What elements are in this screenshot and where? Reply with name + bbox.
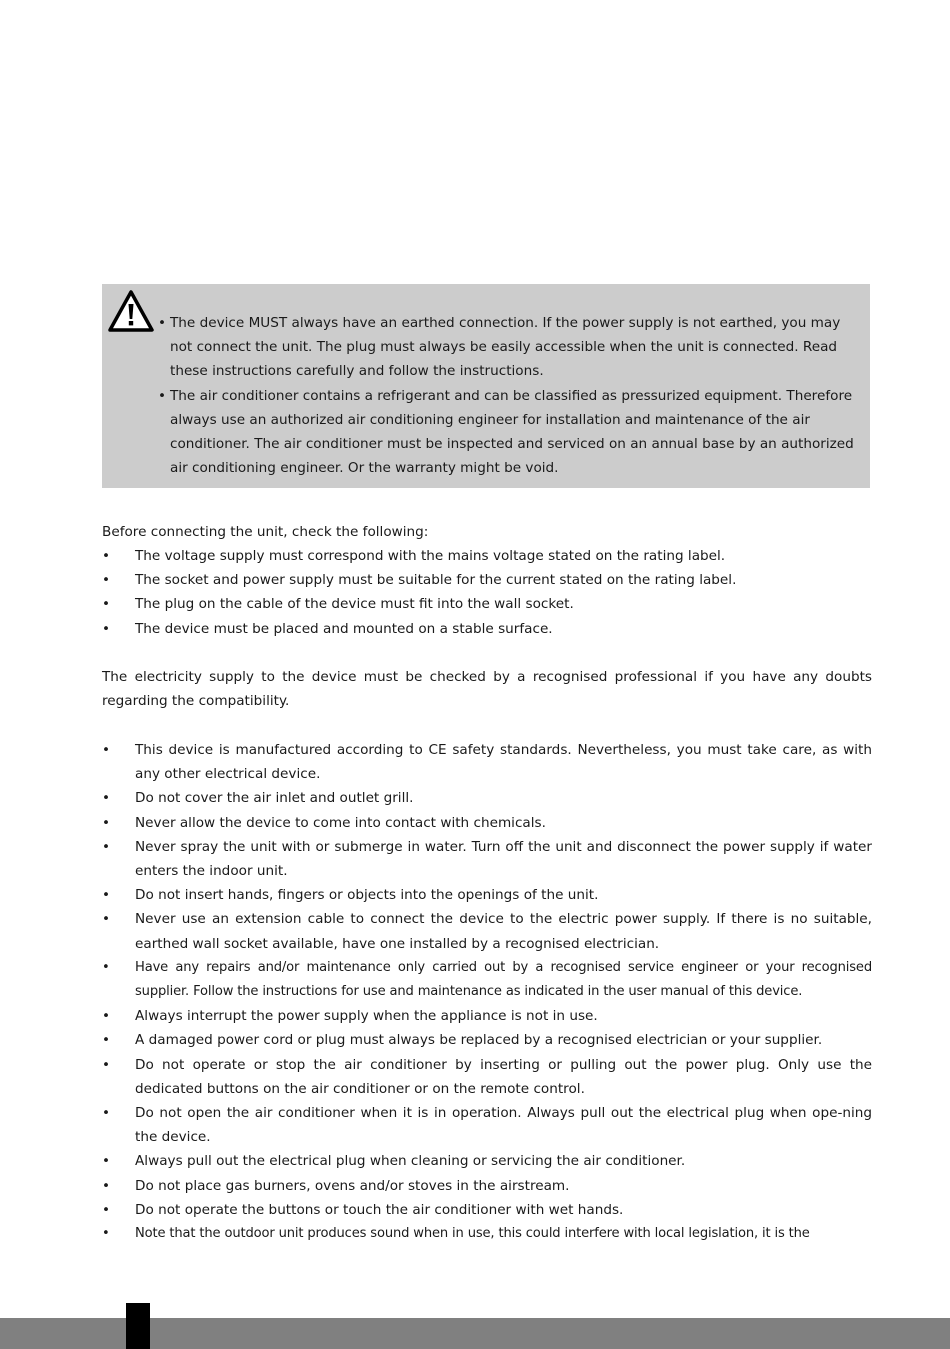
warning-list xyxy=(158,311,858,480)
check-list xyxy=(102,544,872,641)
safety-item: • Never use an extension cable to connect the device to the electric power supply. If there is no suitable, earthed wall socket available, have one installed by a recognised electrician. xyxy=(102,907,872,955)
safety-item: • Never allow the device to come into contact with chemicals. xyxy=(102,811,872,835)
safety-item: • Always pull out the electrical plug when cleaning or servicing the air conditioner. xyxy=(102,1149,872,1173)
compatibility-note: The electricity supply to the device must be checked by a recognised professional if you have any doubts regarding the compatibility. xyxy=(102,669,872,710)
check-item: • The socket and power supply must be suitable for the current stated on the rating label. xyxy=(102,568,872,592)
safety-item: • Do not operate or stop the air conditioner by inserting or pulling out the power plug. Only use the dedicated buttons on the air conditioner or on the remote control. xyxy=(102,1053,872,1101)
warning-item: • The device MUST always have an earthed connection. If the power supply is not earthed, you may not connect the unit. The plug must always be easily accessible when the unit is connected. Read these instructions carefully and follow the instructions. xyxy=(158,311,858,384)
safety-item: • Do not operate the buttons or touch the air conditioner with wet hands. xyxy=(102,1198,872,1222)
check-item: • The plug on the cable of the device must fit into the wall socket. xyxy=(102,592,872,616)
safety-item: • Do not place gas burners, ovens and/or stoves in the airstream. xyxy=(102,1174,872,1198)
check-intro: Before connecting the unit, check the following: xyxy=(102,524,429,540)
safety-item: • Do not insert hands, fingers or objects into the openings of the unit. xyxy=(102,883,872,907)
safety-item: • Do not cover the air inlet and outlet grill. xyxy=(102,786,872,810)
warning-box xyxy=(102,284,870,488)
safety-item: • Have any repairs and/or maintenance only carried out by a recognised service engineer or your recognised supplier. Follow the instructions for use and maintenance as indicated in the user manual of this device. xyxy=(102,956,872,1004)
safety-item: • Note that the outdoor unit produces sound when in use, this could interfere with local legislation, it is the xyxy=(102,1222,872,1246)
check-item: • The device must be placed and mounted on a stable surface. xyxy=(102,617,872,641)
safety-item: • A damaged power cord or plug must always be replaced by a recognised electrician or your supplier. xyxy=(102,1028,872,1052)
warning-item: • The air conditioner contains a refrigerant and can be classified as pressurized equipment. Therefore always use an authorized air conditioning engineer for installation and maintenance of the air conditioner. The air conditioner must be inspected and serviced on an annual base by an authorized air conditioning engineer. Or the warranty might be void. xyxy=(158,384,858,481)
warning-triangle-icon xyxy=(108,290,154,332)
safety-item: • This device is manufactured according to CE safety standards. Nevertheless, you must take care, as with any other electrical device. xyxy=(102,738,872,786)
check-item: • The voltage supply must correspond with the mains voltage stated on the rating label. xyxy=(102,544,872,568)
safety-item: • Do not open the air conditioner when it is in operation. Always pull out the electrical plug when ope-ning the device. xyxy=(102,1101,872,1149)
safety-item: • Always interrupt the power supply when the appliance is not in use. xyxy=(102,1004,872,1028)
safety-item: • Never spray the unit with or submerge in water. Turn off the unit and disconnect the power supply if water enters the indoor unit. xyxy=(102,835,872,883)
footer-page-tab xyxy=(126,1303,150,1349)
safety-list xyxy=(102,738,872,1246)
